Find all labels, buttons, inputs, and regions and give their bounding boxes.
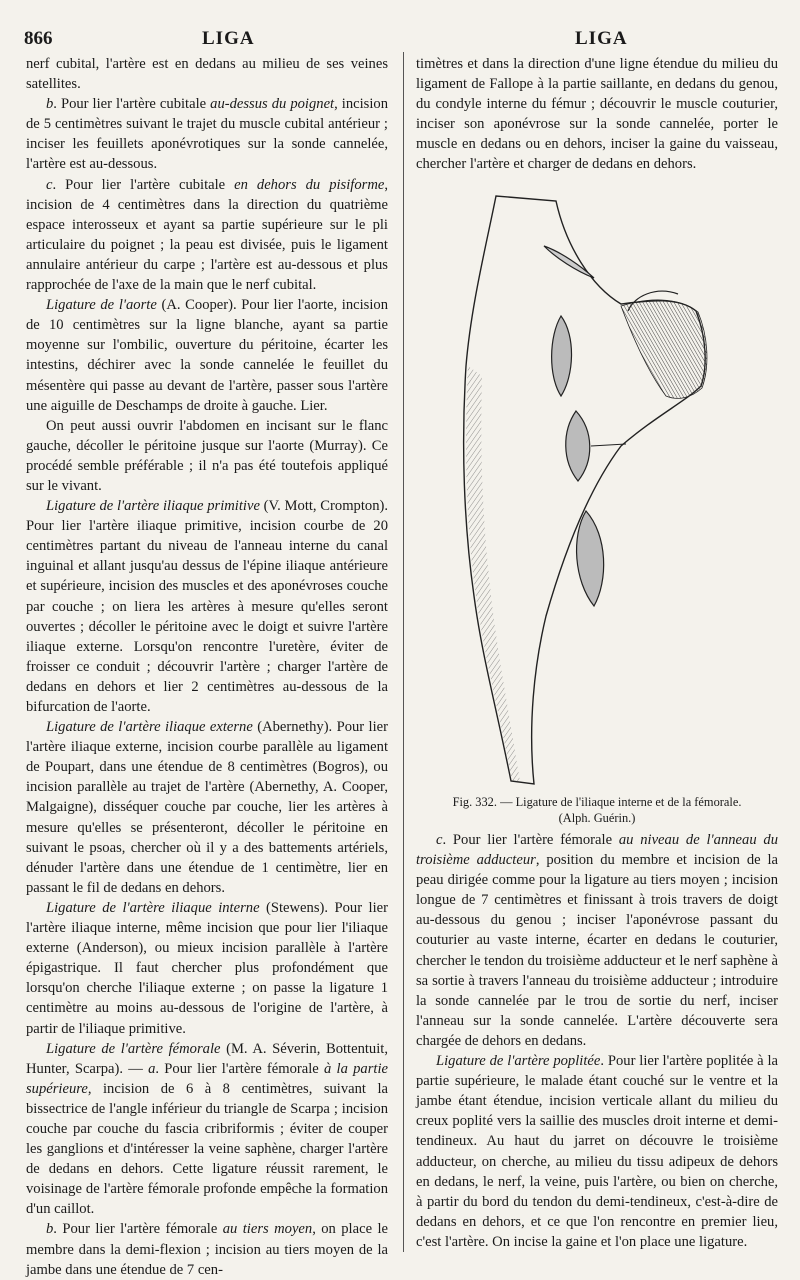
figure-label: Fig. 332. bbox=[452, 795, 497, 809]
text-run: (Stewens). Pour lier l'artère iliaque interne, même incision que pour lier l'iliaque externe (Anderson), ou mieux incision parallèle à l'artère épigastrique. Il faut chercher plus profondément que lorsqu'on cherche l'iliaque externe ; on passe la ligature 1 centimètre au moins au-dessous de l'origine de l'artère, à partir de l'iliaque primitive. bbox=[26, 899, 388, 1037]
leg-engraving-image bbox=[416, 186, 778, 786]
running-title-right: LIGA bbox=[575, 28, 628, 49]
italic-text: a bbox=[148, 1060, 156, 1077]
italic-text: Ligature de l'artère poplitée bbox=[436, 1053, 601, 1070]
text-run: (A. Cooper). Pour lier l'aorte, incision de 10 centimètres sur la ligne blanche, ayant sa partie moyenne sur l'ombilic, ouverture du péritoine, écarter les intestins, déchirer avec la sonde cannelée le feuillet du mésentère qui passe au devant de l'artère, passer sous l'artère une aiguille de Deschamps de droite à gauche. Lier. bbox=[26, 297, 388, 414]
italic-text: Ligature de l'aorte bbox=[46, 297, 157, 314]
text-run: . Pour lier l'artère poplitée à la partie supérieure, le malade étant couché sur le ventre et la jambe étant étendue, incision verticale allant du milieu du creux poplité vers la saillie des muscles droit interne et demi-tendineux. Au haut du jarret on découvre le troisième adducteur, on cherche, au milieu du tissu adipeux de dehors en dedans, le nerf, la veine, puis l'artère, ou bien on cherche, à partir du bord du tendon du demi-tendineux, c'est-à-dire de dedans en dehors, et ce que l'on rencontre en premier lieu, c'est l'artère. On incise la gaine et l'on place une ligature. bbox=[416, 1053, 779, 1250]
italic-text: b bbox=[46, 96, 54, 113]
page-number: 866 bbox=[24, 28, 53, 49]
italic-text: c bbox=[46, 176, 53, 193]
column-divider bbox=[403, 52, 404, 1252]
text-run: , incision de 4 centimètres dans la direction du quatrième espace interosseux et ayant sa partie supérieure sur le pli articulaire du poignet ; la peau est divisée, puis le ligament annulaire antérieur du carpe ; l'artère est au-dessous et plus rapprochée de l'axe de la main que le nerf cubital. bbox=[26, 176, 388, 294]
paragraph bbox=[26, 898, 388, 1039]
italic-text: Ligature de l'artère iliaque primitive bbox=[46, 498, 260, 515]
italic-text: Ligature de l'artère iliaque externe bbox=[46, 719, 253, 736]
italic-text: en dehors du pisiforme bbox=[234, 176, 385, 193]
italic-text: Ligature de l'artère fémorale bbox=[46, 1040, 221, 1057]
text-run: . Pour lier l'artère fémorale bbox=[155, 1060, 325, 1077]
italic-text: au-dessus du poignet bbox=[210, 96, 335, 113]
page-header bbox=[20, 28, 780, 54]
paragraph bbox=[26, 1039, 388, 1220]
paragraph bbox=[416, 830, 778, 1051]
text-run: nerf cubital, l'artère est en dedans au milieu de ses veines satellites. bbox=[26, 56, 388, 93]
paragraph bbox=[26, 54, 388, 94]
italic-text: c bbox=[436, 832, 443, 848]
right-column-bottom bbox=[416, 830, 778, 1252]
italic-text: au tiers moyen bbox=[222, 1221, 313, 1238]
text-run: . Pour lier l'artère cubitale bbox=[52, 176, 235, 193]
text-run: . Pour lier l'artère fémorale bbox=[442, 832, 619, 848]
left-column bbox=[26, 54, 388, 1280]
text-run: (Abernethy). Pour lier l'artère iliaque externe, incision courbe parallèle au ligament de Poupart, dans une étendue de 8 centimètres (Bogros), ou incision parallèle au trajet de l'artère (Abernethy, A. Cooper, Malgaigne), disséquer couche par couche, lier les artères à mesure qu'elles se présenteront, décoller le péritoine en suivant le psoas, chercher où il y a des battements artériels, dénuder l'artère dans une étendue de 1 centimètre, lier en passant le fil de dedans en dehors. bbox=[26, 719, 388, 896]
paragraph bbox=[26, 1219, 388, 1279]
anatomical-illustration bbox=[416, 186, 778, 786]
italic-text: Ligature de l'artère iliaque interne bbox=[46, 899, 260, 916]
text-run: , incision de 5 centimètres suivant le trajet du muscle cubital antérieur ; inciser les feuillets aponévrotiques sur la sonde cannelée, l'artère est au-dessous. bbox=[26, 96, 388, 173]
figure-title: — Ligature de l'iliaque interne et de la fémorale. bbox=[500, 795, 742, 809]
paragraph bbox=[26, 416, 388, 496]
italic-text: au niveau de l'anneau du troisième adducteur bbox=[416, 832, 778, 869]
running-title-left: LIGA bbox=[202, 28, 255, 49]
text-run: , incision de 6 à 8 centimètres, suivant la bissectrice de l'angle inférieur du triangle de Scarpa ; incision couche par couche du fascia cribriformis ; éviter de couper les ganglions et d'intéresser la veine saphène, charger l'artère de dedans en dehors. Cette ligature réussit rarement, le voisinage de l'artère fémorale profonde empêche la formation d'un caillot. bbox=[26, 1080, 388, 1218]
text-run: timètres et dans la direction d'une ligne étendue du milieu du ligament de Fallope à la partie saillante, en dedans du genou, du condyle interne du fémur ; découvrir le muscle couturier, inciser son aponévrose sur la sonde cannelée, porter le muscle en dedans ou en dehors, inciser la gaine du vaisseau, chercher l'artère et charger de dedans en dehors. bbox=[416, 56, 778, 173]
paragraph bbox=[416, 1051, 778, 1252]
text-run: . Pour lier l'artère fémorale bbox=[53, 1221, 223, 1238]
paragraph bbox=[26, 295, 388, 416]
text-run: . Pour lier l'artère cubitale bbox=[53, 96, 211, 113]
paragraph bbox=[416, 54, 778, 175]
italic-text: à la partie supérieure bbox=[26, 1060, 388, 1097]
paragraph bbox=[26, 175, 388, 296]
text-run: , on place le membre dans la demi-flexion ; incision au tiers moyen de la jambe dans une étendue de 7 cen- bbox=[26, 1221, 388, 1278]
figure-caption bbox=[416, 794, 778, 826]
text-run: , position du membre et incision de la peau dirigée comme pour la ligature au tiers moyen ; incision longue de 7 centimètres et finissant à trois travers de doigt au-dessous du genou ; inciser l'aponévrose passant du couturier au vaste interne, écarter en dedans le couturier, chercher le tendon du troisième adducteur et le nerf saphène à sa sortie à travers l'anneau du troisième adducteur ; introduire la sonde cannelée par le trou de sortie du nerf, inciser l'anneau sur la sonde cannelée. L'artère découverte sera chargée de dehors en dedans. bbox=[416, 852, 778, 1049]
text-run: On peut aussi ouvrir l'abdomen en incisant sur le flanc gauche, décoller le péritoine jusque sur l'aorte (Murray). Ce procédé semble préférable ; il n'a pas été toutefois appliqué sur le vivant. bbox=[26, 417, 388, 494]
right-column-top bbox=[416, 54, 778, 175]
paragraph bbox=[26, 94, 388, 174]
italic-text: b bbox=[46, 1221, 54, 1238]
paragraph bbox=[26, 496, 388, 717]
text-run: (M. A. Séverin, Bottentuit, Hunter, Scarpa). — bbox=[26, 1040, 388, 1077]
paragraph bbox=[26, 717, 388, 898]
figure-credit: (Alph. Guérin.) bbox=[558, 811, 636, 825]
text-run: (V. Mott, Crompton). Pour lier l'artère iliaque primitive, incision courbe de 20 centimètres partant du niveau de l'anneau interne du canal inguinal et allant jusqu'au dessus de l'épine iliaque antérieure et supérieure, incision des muscles et des aponévroses couche par couche ; on liera les artères à mesure qu'elles seront ouvertes ; décoller le péritoine avec le doigt et suivre l'artère iliaque externe. Lorsqu'on rencontre l'uretère, éviter de froisser ce conduit ; découvrir l'artère ; charger l'artère de dedans en dehors et lier 2 centimètres au-dessous de la bifurcation de l'aorte. bbox=[26, 498, 389, 715]
